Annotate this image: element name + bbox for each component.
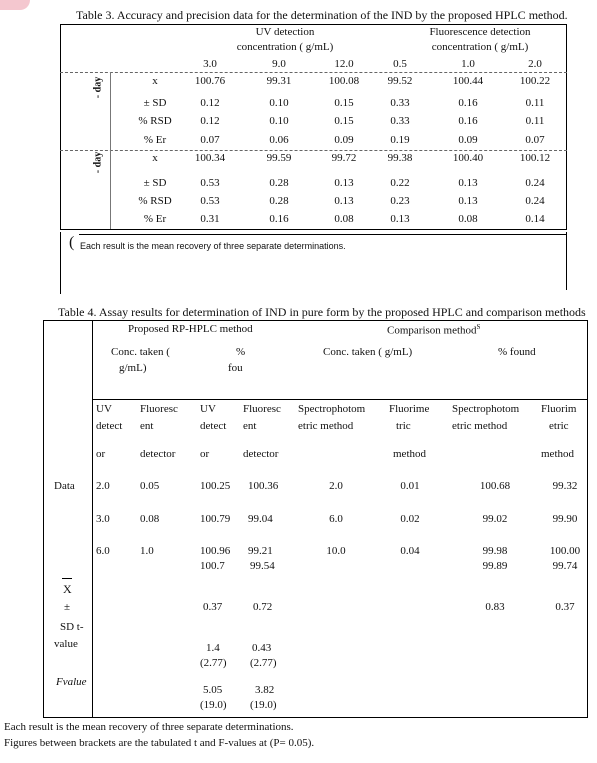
value-label: value bbox=[54, 638, 78, 650]
table-cell: 0.22 bbox=[390, 177, 410, 189]
row-label: x bbox=[152, 75, 158, 87]
table-cell: 6.0 bbox=[329, 513, 343, 525]
table-cell: 0.07 bbox=[525, 134, 545, 146]
subheader: or bbox=[200, 448, 210, 460]
table-cell: 0.11 bbox=[525, 97, 545, 109]
sd-cell: 0.37 bbox=[203, 601, 223, 613]
subheader: method bbox=[541, 448, 574, 460]
plus-minus-label: ± bbox=[64, 601, 71, 613]
subheader: detector bbox=[243, 448, 279, 460]
subheader: Fluoresc bbox=[140, 403, 178, 415]
table-cell: 100.34 bbox=[194, 152, 226, 164]
table3-header-separator bbox=[60, 72, 567, 73]
table-cell: 2.0 bbox=[96, 480, 110, 492]
table4-footnote-2: Figures between brackets are the tabulated t and F-values at (P= 0.05). bbox=[4, 737, 315, 749]
table-cell: 0.11 bbox=[525, 115, 545, 127]
table-cell: 100.25 bbox=[200, 480, 231, 492]
table-cell: 99.98 bbox=[482, 545, 508, 557]
footnote-paren: ( bbox=[69, 234, 75, 251]
table-cell: 100.40 bbox=[452, 152, 484, 164]
subheader: etric method bbox=[298, 420, 354, 432]
subheader: Spectrophotom bbox=[452, 403, 520, 415]
table-cell: 0.53 bbox=[200, 177, 220, 189]
sd-cell: 0.37 bbox=[555, 601, 575, 613]
table-cell: 0.12 bbox=[200, 97, 220, 109]
conc-header: 9.0 bbox=[272, 58, 286, 70]
table4-footnote-1: Each result is the mean recovery of three separate determinations. bbox=[4, 721, 294, 733]
table-cell: 0.24 bbox=[525, 177, 545, 189]
table-cell: 0.09 bbox=[458, 134, 478, 146]
table-cell: 0.33 bbox=[390, 97, 410, 109]
sd-cell: 0.83 bbox=[485, 601, 505, 613]
table4-label-divider bbox=[92, 320, 93, 718]
table-cell: 100.36 bbox=[248, 480, 279, 492]
table3-title: Table 3. Accuracy and precision data for the determination of the IND by the proposed HPLC method. bbox=[76, 8, 568, 22]
subheader: method bbox=[393, 448, 426, 460]
table-cell: 0.10 bbox=[269, 97, 289, 109]
row-label: x bbox=[152, 152, 158, 164]
subheader: etric bbox=[549, 420, 569, 432]
table-cell: 100.44 bbox=[452, 75, 484, 87]
mean-cell: 99.74 bbox=[552, 560, 578, 572]
row-label: ± SD bbox=[143, 177, 167, 189]
table-cell: 0.07 bbox=[200, 134, 220, 146]
table-cell: 0.28 bbox=[269, 195, 289, 207]
f-tabulated-cell: (19.0) bbox=[200, 699, 227, 711]
uv-detection-header: UV detection bbox=[255, 26, 315, 38]
table-cell: 0.10 bbox=[269, 115, 289, 127]
table-cell: 2.0 bbox=[329, 480, 343, 492]
t-cell: 0.43 bbox=[252, 642, 272, 654]
sd-t-label: SD t- bbox=[60, 621, 84, 633]
table-cell: 6.0 bbox=[96, 545, 110, 557]
table-cell: 99.02 bbox=[482, 513, 508, 525]
t-tabulated-cell: (2.77) bbox=[200, 657, 227, 669]
subheader: etric method bbox=[452, 420, 508, 432]
table-cell: 3.0 bbox=[96, 513, 110, 525]
t-cell: 1.4 bbox=[206, 642, 220, 654]
comparison-conc-taken-header: Conc. taken ( g/mL) bbox=[323, 346, 413, 358]
day-group-label: - day bbox=[92, 151, 104, 174]
conc-header: 0.5 bbox=[393, 58, 407, 70]
table-cell: 99.31 bbox=[266, 75, 292, 87]
table-cell: 0.13 bbox=[390, 213, 410, 225]
day-group-label: - day bbox=[92, 76, 104, 99]
table-cell: 0.16 bbox=[458, 97, 478, 109]
data-row-label: Data bbox=[54, 480, 75, 492]
footnote-box-top bbox=[79, 234, 567, 235]
conc-header: 3.0 bbox=[203, 58, 217, 70]
table-cell: 0.08 bbox=[140, 513, 160, 525]
xbar-overline bbox=[62, 578, 72, 579]
footnote-box-left bbox=[60, 232, 61, 294]
table-cell: 99.59 bbox=[266, 152, 292, 164]
f-tabulated-cell: (19.0) bbox=[250, 699, 277, 711]
table-cell: 0.02 bbox=[400, 513, 420, 525]
percent-found-header: % found bbox=[498, 346, 536, 358]
table-cell: 99.52 bbox=[387, 75, 413, 87]
subheader: Spectrophotom bbox=[298, 403, 366, 415]
table3-footnote: Each result is the mean recovery of three separate determinations. bbox=[80, 241, 346, 251]
table-cell: 0.09 bbox=[334, 134, 354, 146]
subheader: tric bbox=[396, 420, 411, 432]
conc-header: 2.0 bbox=[528, 58, 542, 70]
table3-bottom-border bbox=[60, 229, 567, 230]
table3-top-border bbox=[60, 24, 567, 25]
subheader: UV bbox=[96, 403, 112, 415]
conc-header: 12.0 bbox=[334, 58, 354, 70]
table4-subheader-border bbox=[92, 399, 587, 400]
subheader: Fluorime bbox=[389, 403, 430, 415]
table3-group-separator bbox=[60, 150, 567, 151]
conc-taken-unit: g/mL) bbox=[119, 362, 147, 374]
table-cell: 99.72 bbox=[331, 152, 357, 164]
table-cell: 0.15 bbox=[334, 115, 354, 127]
f-cell: 5.05 bbox=[203, 684, 223, 696]
table-cell: 0.31 bbox=[200, 213, 220, 225]
comparison-method-sup: S bbox=[476, 323, 481, 331]
decorative-corner-mark bbox=[0, 0, 30, 10]
proposed-method-header: Proposed RP-HPLC method bbox=[128, 323, 253, 335]
table-cell: 100.12 bbox=[519, 152, 551, 164]
subheader: Fluoresc bbox=[243, 403, 281, 415]
subheader: ent bbox=[243, 420, 257, 432]
table-cell: 0.06 bbox=[269, 134, 289, 146]
table-cell: 99.32 bbox=[552, 480, 578, 492]
conc-taken-header: Conc. taken ( bbox=[111, 346, 170, 358]
table-cell: 99.90 bbox=[552, 513, 578, 525]
table-cell: 0.15 bbox=[334, 97, 354, 109]
table3-left-border bbox=[60, 24, 61, 229]
comparison-method-header bbox=[387, 323, 480, 337]
subheader: detect bbox=[200, 420, 227, 432]
subheader: detector bbox=[140, 448, 176, 460]
table-cell: 0.24 bbox=[525, 195, 545, 207]
row-label: % RSD bbox=[138, 195, 172, 207]
table-cell: 0.13 bbox=[334, 177, 354, 189]
table-cell: 99.21 bbox=[248, 545, 273, 557]
table4-top-border bbox=[43, 320, 587, 321]
table-cell: 10.0 bbox=[326, 545, 346, 557]
table-cell: 100.79 bbox=[200, 513, 231, 525]
table-cell: 0.33 bbox=[390, 115, 410, 127]
row-label: ± SD bbox=[143, 97, 167, 109]
subheader: ent bbox=[140, 420, 154, 432]
table-cell: 0.13 bbox=[458, 177, 478, 189]
table4-bottom-border bbox=[43, 717, 587, 718]
table3-right-border bbox=[566, 24, 567, 229]
fluorescence-detection-header: Fluorescence detection bbox=[429, 26, 531, 38]
table-cell: 100.00 bbox=[549, 545, 581, 557]
table-cell: 0.19 bbox=[390, 134, 410, 146]
subheader: or bbox=[96, 448, 106, 460]
table4-title: Table 4. Assay results for determination of IND in pure form by the proposed HPLC and comparison methods bbox=[58, 305, 586, 319]
table-cell: 0.13 bbox=[458, 195, 478, 207]
table-cell: 1.0 bbox=[140, 545, 154, 557]
table-cell: 0.28 bbox=[269, 177, 289, 189]
table-cell: 100.96 bbox=[200, 545, 231, 557]
table-cell: 0.08 bbox=[334, 213, 354, 225]
f-value-label: Fvalue bbox=[56, 676, 87, 688]
table4-left-border bbox=[43, 320, 44, 718]
table-cell: 99.38 bbox=[387, 152, 413, 164]
subheader: detect bbox=[96, 420, 123, 432]
table-cell: 0.13 bbox=[334, 195, 354, 207]
mean-cell: 100.7 bbox=[200, 560, 225, 572]
percent-header: % bbox=[236, 346, 246, 358]
mean-cell: 99.54 bbox=[250, 560, 275, 572]
footnote-box-right bbox=[566, 232, 567, 290]
comparison-method-label: Comparison method bbox=[387, 324, 477, 337]
table-cell: 0.16 bbox=[458, 115, 478, 127]
table-cell: 0.23 bbox=[390, 195, 410, 207]
table-cell: 100.68 bbox=[479, 480, 511, 492]
table-cell: 0.05 bbox=[140, 480, 160, 492]
t-tabulated-cell: (2.77) bbox=[250, 657, 277, 669]
fluorescence-concentration-header: concentration ( g/mL) bbox=[431, 41, 529, 53]
row-label: % Er bbox=[143, 134, 167, 146]
table-cell: 0.14 bbox=[525, 213, 545, 225]
table-cell: 0.01 bbox=[400, 480, 420, 492]
f-cell: 3.82 bbox=[255, 684, 275, 696]
table-cell: 100.22 bbox=[519, 75, 551, 87]
table3-group-divider bbox=[110, 72, 111, 229]
table-cell: 0.16 bbox=[269, 213, 289, 225]
table-cell: 99.04 bbox=[248, 513, 273, 525]
row-label: % RSD bbox=[138, 115, 172, 127]
subheader: Fluorim bbox=[541, 403, 577, 415]
table-cell: 0.08 bbox=[458, 213, 478, 225]
table-cell: 0.04 bbox=[400, 545, 420, 557]
subheader: UV bbox=[200, 403, 216, 415]
row-label: % Er bbox=[143, 213, 167, 225]
found-header-truncated: fou bbox=[228, 362, 243, 374]
mean-cell: 99.89 bbox=[482, 560, 508, 572]
xbar-label: X bbox=[63, 582, 72, 596]
table-cell: 0.12 bbox=[200, 115, 220, 127]
table-cell: 100.76 bbox=[194, 75, 226, 87]
table-cell: 0.53 bbox=[200, 195, 220, 207]
uv-concentration-header: concentration ( g/mL) bbox=[236, 41, 334, 53]
conc-header: 1.0 bbox=[461, 58, 475, 70]
table-cell: 100.08 bbox=[328, 75, 360, 87]
sd-cell: 0.72 bbox=[253, 601, 273, 613]
